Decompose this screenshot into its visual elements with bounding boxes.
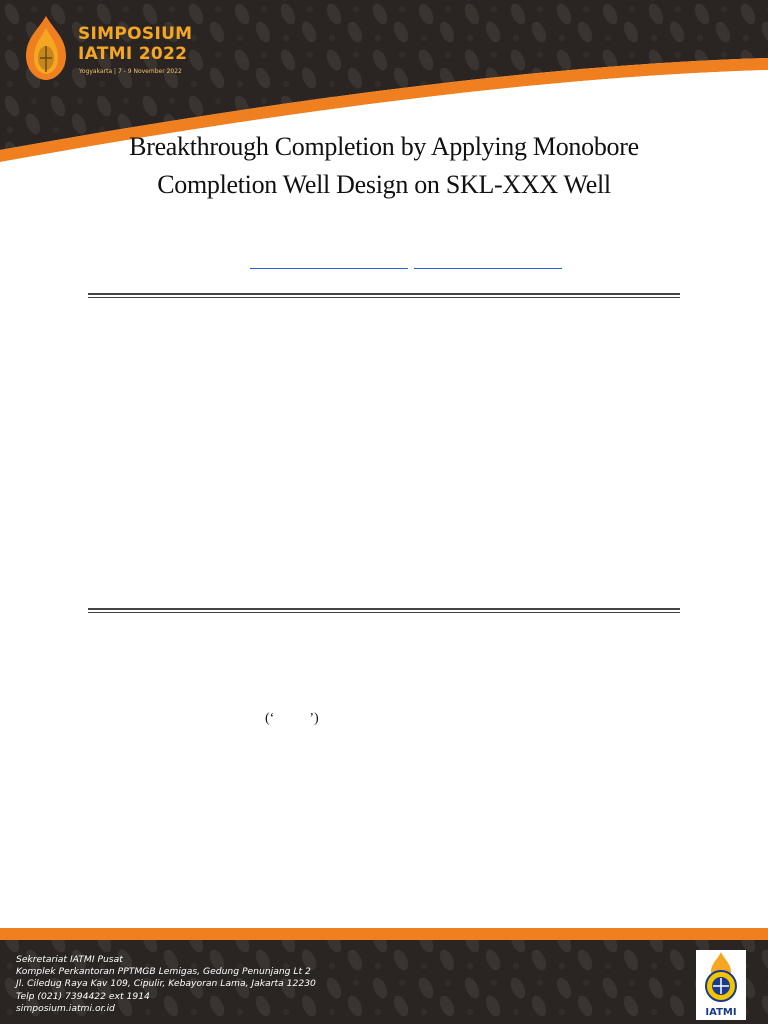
event-date-location: Yogyakarta | 7 - 9 November 2022 xyxy=(79,68,182,75)
abstract-top-rule xyxy=(88,293,680,298)
paper-title-line2: Completion Well Design on SKL-XXX Well xyxy=(157,170,611,199)
footer-street: Jl. Ciledug Raya Kav 109, Cipulir, Kebayoran Lama, Jakarta 12230 xyxy=(16,978,316,990)
flame-icon xyxy=(16,14,76,84)
author-link-underline-2[interactable] xyxy=(414,268,562,269)
paper-title xyxy=(60,128,708,204)
quotation-marks: (‘ ’) xyxy=(265,711,319,726)
simposium-logo xyxy=(16,14,196,84)
author-link-underline-1[interactable] xyxy=(250,268,408,269)
paper-title-line1: Breakthrough Completion by Applying Monobore xyxy=(129,132,639,161)
event-name-line1: SIMPOSIUM xyxy=(78,24,193,44)
footer-phone: Telp (021) 7394422 ext 1914 xyxy=(16,990,150,1002)
footer-website[interactable]: simposium.iatmi.or.id xyxy=(16,1002,115,1014)
iatmi-logo-label: IATMI xyxy=(705,1007,737,1018)
footer-building: Komplek Perkantoran PPTMGB Lemigas, Gedung Penunjang Lt 2 xyxy=(16,966,311,978)
event-name-line2: IATMI 2022 xyxy=(78,44,188,64)
footer-org: Sekretariat IATMI Pusat xyxy=(16,954,123,965)
abstract-bottom-rule xyxy=(88,608,680,613)
footer-banner xyxy=(0,928,768,1024)
footer-address xyxy=(16,954,316,1015)
iatmi-logo xyxy=(696,950,746,1020)
iatmi-emblem-icon xyxy=(696,950,746,1006)
